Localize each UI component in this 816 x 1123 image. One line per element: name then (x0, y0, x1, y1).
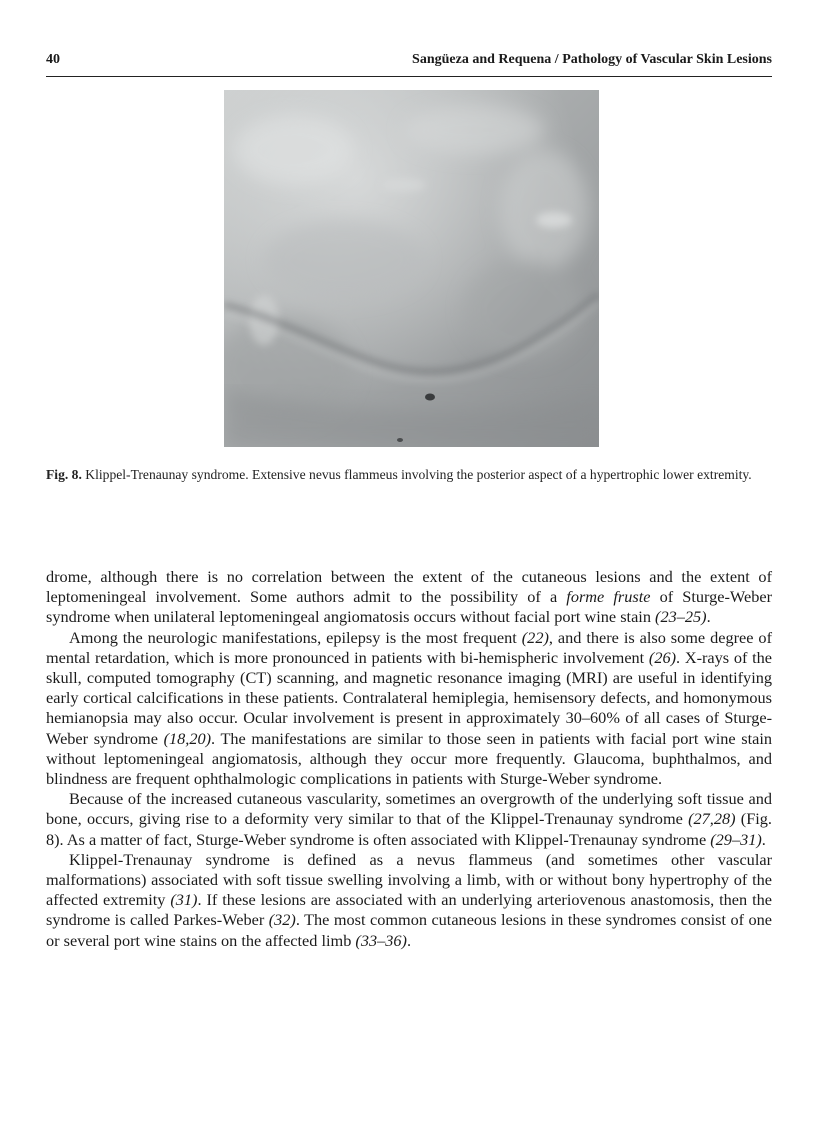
text-run: . (406, 930, 412, 950)
running-title-authors: Sangüeza and Requena / (412, 52, 563, 67)
text-run: (Fig. 8). As a matter of fact, Sturge-Weber syndrome is often associated with Klippel-Trenaunay syndrome (46, 809, 772, 849)
italic-run: forme fruste (566, 587, 651, 607)
italic-run: (26) (648, 647, 677, 667)
text-run: Among the neurologic manifestations, epilepsy is the most frequent (69, 627, 522, 647)
page-number: 40 (46, 52, 60, 67)
italic-run: (31) (170, 890, 198, 910)
text-run: . The manifestations are similar to those seen in patients with facial port wine stain without leptomeningeal angiomatosis, although they occur more frequently. Glaucoma, buphthalmos, and blindness are frequent ophthalmologic complications in patients with Sturge-Weber syndrome. (46, 728, 772, 789)
italic-run: (32) (268, 910, 296, 930)
figure-photo (224, 90, 599, 447)
text-run: of Sturge-Weber syndrome when unilateral leptomeningeal angiomatosis occurs without facial port wine stain (46, 587, 772, 627)
text-run: . (761, 829, 766, 849)
text-run: , and there is also some degree of mental retardation, which is more pronounced in patients with bi-hemispheric involvement (46, 627, 772, 667)
italic-run: (23–25) (655, 607, 707, 627)
text-run: drome, although there is no correlation between the extent of the cutaneous lesions and the extent of leptomeningeal involvement. Some authors admit to the possibility of a (46, 567, 772, 607)
running-title (412, 52, 772, 68)
running-title-book: Pathology of Vascular Skin Lesions (562, 52, 772, 67)
italic-run: (29–31) (710, 829, 762, 849)
running-header (46, 52, 772, 77)
italic-run: (22) (521, 627, 549, 647)
text-run: . (706, 607, 711, 627)
clinical-photograph (224, 90, 599, 447)
body-paragraph (46, 789, 772, 850)
figure-label: Fig. 8. (46, 467, 82, 482)
italic-run: (27,28) (688, 809, 736, 829)
figure-caption (46, 466, 776, 483)
text-run: . The most common cutaneous lesions in these syndromes consist of one or several port wine stains on the affected limb (46, 910, 772, 950)
body-paragraph (46, 850, 772, 951)
text-run: Klippel-Trenaunay syndrome is defined as a nevus flammeus (and sometimes other vascular malformations) associated with soft tissue swelling involving a limb, with or without bony hypertrophy of the affected extremity (46, 849, 772, 910)
italic-run: (33–36) (355, 930, 407, 950)
text-run: Because of the increased cutaneous vascularity, sometimes an overgrowth of the underlying soft tissue and bone, occurs, giving rise to a deformity very similar to that of the Klippel-Trenaunay syndrome (46, 789, 772, 829)
text-run: . X-rays of the skull, computed tomography (CT) scanning, and magnetic resonance imaging (MRI) are useful in identifying early cortical calcifications in these patients. Contralateral hemiplegia, hemisensory defects, and homonymous hemianopsia may also occur. Ocular involvement is present in approximately 30–60% of all cases of Sturge-Weber syndrome (46, 647, 772, 748)
body-paragraph (46, 567, 772, 628)
figure-caption-text: Klippel-Trenaunay syndrome. Extensive nevus flammeus involving the posterior aspect of a hypertrophic lower extremity. (81, 467, 752, 482)
body-paragraph (46, 628, 772, 790)
text-run: . If these lesions are associated with an underlying arteriovenous anastomosis, then the syndrome is called Parkes-Weber (46, 890, 772, 930)
body-text (46, 567, 772, 951)
italic-run: (18,20) (163, 728, 212, 748)
